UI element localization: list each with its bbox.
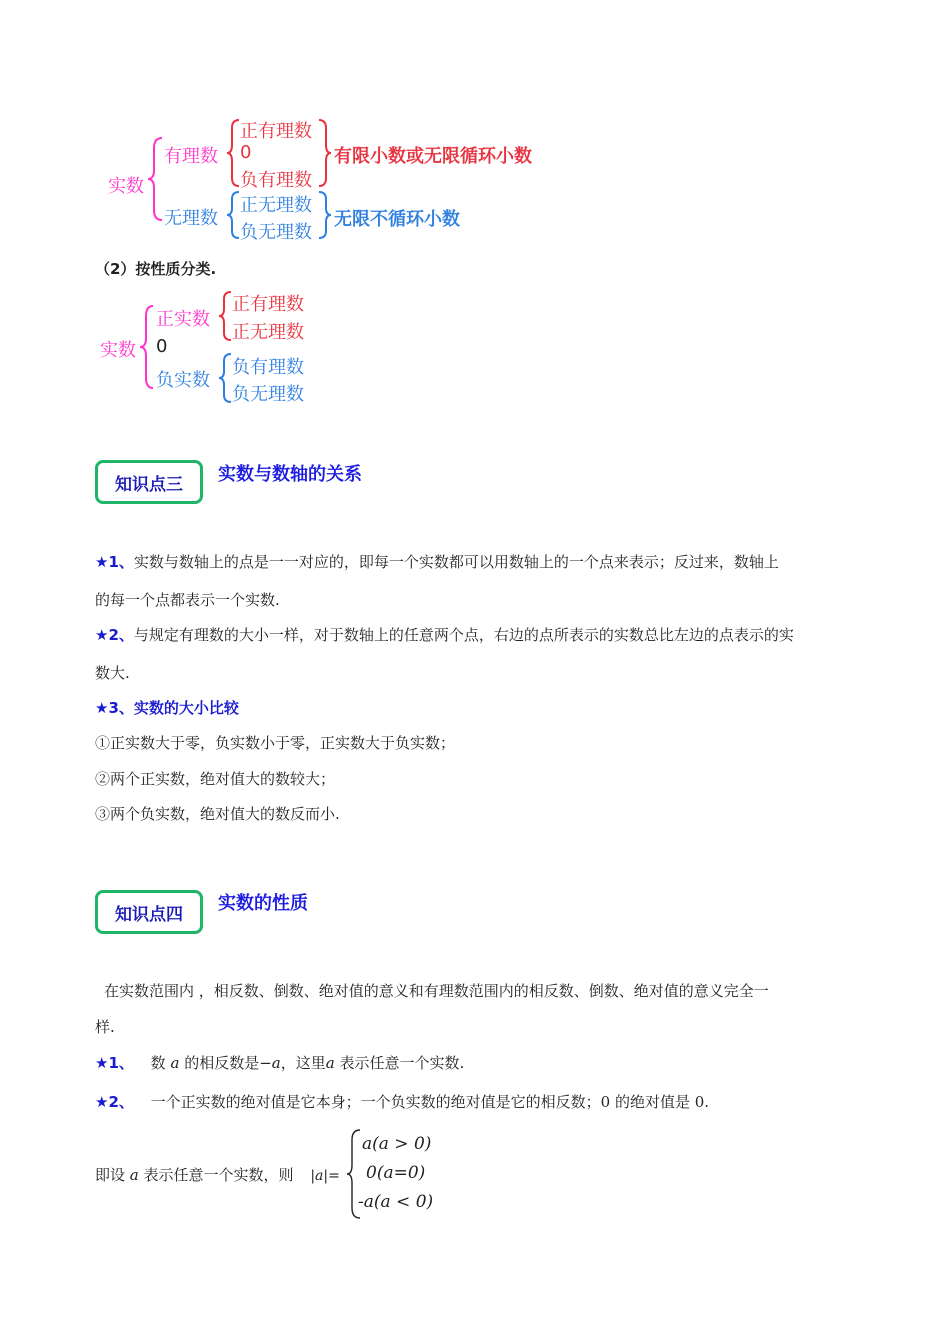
diagram2-negative: 负实数	[156, 370, 210, 391]
diagram2-main-brace	[138, 304, 156, 390]
kp4-intro-line1: 在实数范围内 ，相反数、倒数、绝对值的意义和有理数范围内的相反数、倒数、绝对值的意义完全一	[104, 982, 769, 1000]
kp4-item-1-b: 的相反数是−	[184, 1054, 272, 1072]
diagram1-rational-item-3: 负有理数	[240, 170, 312, 191]
kp4-item-1-d: 表示任意一个实数.	[339, 1054, 465, 1072]
kp3-item-2	[95, 625, 794, 645]
diagram1-irrational-desc: 无限不循环小数	[334, 209, 460, 230]
kp3-rule-3: ③两个负实数，绝对值大的数反而小.	[95, 805, 340, 823]
knowledge-point-3-label: 知识点三	[95, 460, 203, 504]
diagram1-main-brace	[146, 136, 166, 222]
knowledge-point-4-title: 实数的性质	[218, 893, 308, 914]
kp3-item-2-line1: 与规定有理数的大小一样，对于数轴上的任意两个点，右边的点所表示的实数总比左边的点表示的实	[133, 626, 794, 644]
kp3-item-1-star: ★1、	[95, 553, 134, 571]
kp4-item-2-star: ★2、	[95, 1093, 134, 1111]
kp3-item-1-line1: 实数与数轴上的点是一一对应的，即每一个实数都可以用数轴上的一个点来表示；反过来，数轴上	[133, 553, 779, 571]
diagram1-rational-close-brace	[316, 118, 332, 188]
kp4-case-1: a(a > 0)	[362, 1134, 432, 1154]
diagram1-irrational-item-1: 正无理数	[240, 195, 312, 216]
diagram2-zero: 0	[156, 336, 168, 357]
kp4-item-1	[95, 1053, 464, 1073]
knowledge-point-4-label: 知识点四	[95, 890, 203, 934]
diagram1-rational-item-2: 0	[240, 142, 252, 163]
diagram1-root: 实数	[108, 176, 144, 197]
diagram2-positive-item-1: 正有理数	[232, 294, 304, 315]
kp4-formula-abs: |a|=	[310, 1168, 340, 1184]
kp4-item-2	[95, 1092, 709, 1112]
kp4-item-1-a: 数	[150, 1054, 166, 1072]
kp3-rule-1: ①正实数大于零，负实数小于零，正实数大于负实数；	[95, 734, 456, 752]
kp4-formula-prefix-a: 即设	[95, 1166, 126, 1184]
diagram2-root: 实数	[100, 340, 136, 361]
kp3-rule-2: ②两个正实数，绝对值大的数较大；	[95, 770, 336, 788]
diagram1-irrational-close-brace	[316, 190, 332, 240]
diagram1-rational: 有理数	[164, 146, 218, 167]
kp3-item-2-star: ★2、	[95, 626, 134, 644]
kp4-formula-intro	[95, 1165, 340, 1186]
knowledge-point-3-title: 实数与数轴的关系	[218, 464, 362, 485]
kp4-item-1-var: a	[170, 1054, 180, 1072]
kp3-item-1	[95, 552, 779, 572]
kp4-formula-var: a	[129, 1166, 139, 1184]
kp4-formula-prefix-b: 表示任意一个实数，则	[143, 1166, 294, 1184]
diagram1-irrational: 无理数	[164, 208, 218, 229]
diagram1-rational-desc: 有限小数或无限循环小数	[334, 146, 532, 167]
diagram2-negative-item-2: 负无理数	[232, 384, 304, 405]
kp3-item-2-line2: 数大.	[95, 664, 130, 682]
kp4-item-2-text: 一个正实数的绝对值是它本身；一个负实数的绝对值是它的相反数；0 的绝对值是 0.	[150, 1093, 710, 1111]
kp4-intro-line2: 样.	[95, 1018, 115, 1036]
section2-heading: （2）按性质分类.	[95, 260, 217, 278]
diagram1-irrational-item-2: 负无理数	[240, 222, 312, 243]
kp4-item-1-c: ，这里	[280, 1054, 326, 1072]
kp4-item-1-star: ★1、	[95, 1054, 134, 1072]
kp4-case-3: -a(a < 0)	[358, 1192, 434, 1212]
diagram2-negative-item-1: 负有理数	[232, 357, 304, 378]
diagram2-positive-item-2: 正无理数	[232, 322, 304, 343]
kp4-case-2: 0(a=0)	[366, 1163, 426, 1183]
diagram1-rational-item-1: 正有理数	[240, 121, 312, 142]
kp3-item-1-line2: 的每一个点都表示一个实数.	[95, 591, 280, 609]
kp4-item-1-var2: a	[271, 1054, 281, 1072]
diagram2-positive: 正实数	[156, 309, 210, 330]
kp3-item-3-heading: ★3、实数的大小比较	[95, 699, 239, 717]
kp4-item-1-var3: a	[325, 1054, 335, 1072]
